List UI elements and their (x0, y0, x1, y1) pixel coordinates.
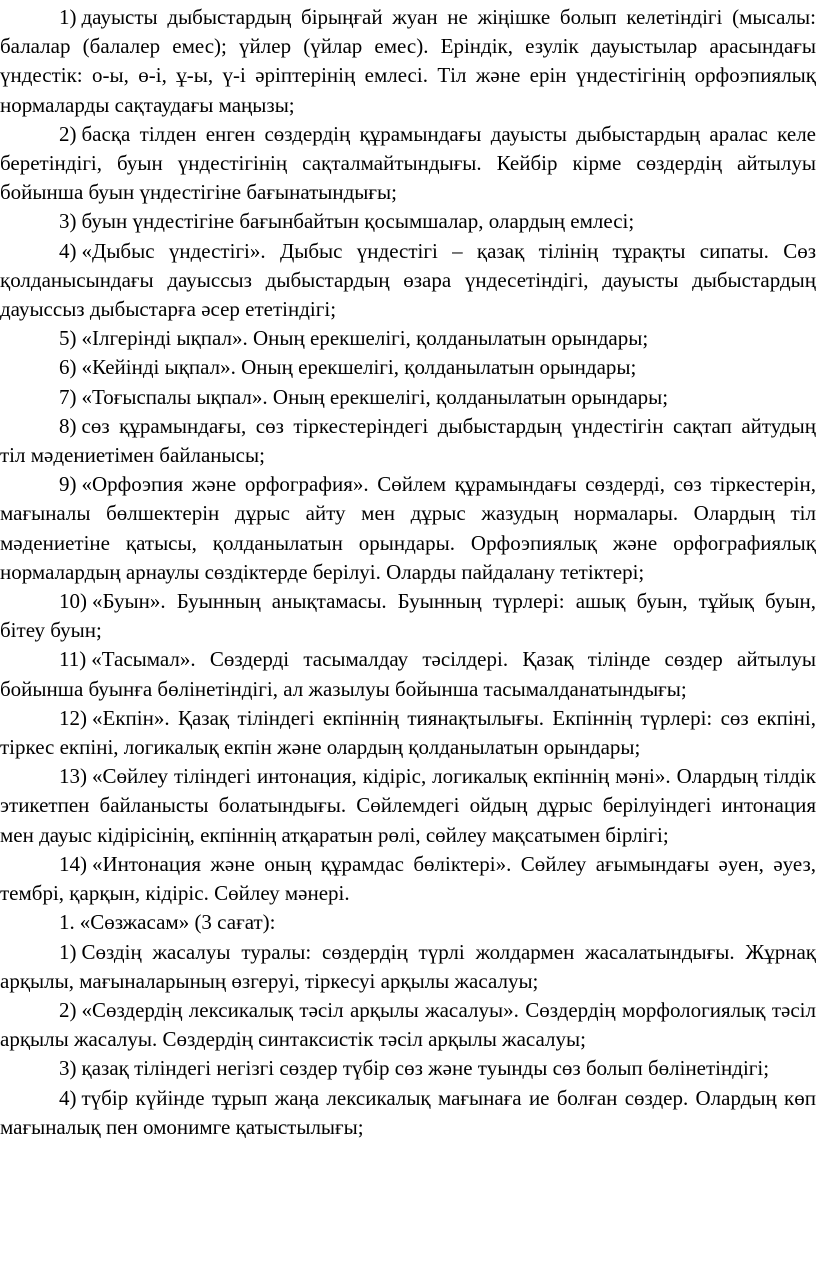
item-text: «Интонация және оның құрамдас бөліктері». Сөйлеу ағымындағы әуен, әуез, тембрі, қарқын, кідіріс. Сөйлеу мәнері. (0, 851, 816, 906)
item-number: 4) (59, 1085, 77, 1110)
list-item (0, 324, 816, 353)
item-text: «Екпін». Қазақ тіліндегі екпіннің тиянақтылығы. Екпіннің түрлері: сөз екпіні, тіркес екпіні, логикалық екпін және олардың қолданылатын орындары; (0, 705, 816, 760)
item-number: 10) (59, 589, 87, 614)
item-text: «Тоғыспалы ықпал». Оның ерекшелігі, қолданылатын орындары; (81, 384, 669, 409)
list-item (0, 996, 816, 1054)
item-text: қазақ тіліндегі негізгі сөздер түбір сөз және туынды сөз болып бөлінетіндігі; (81, 1056, 770, 1081)
item-text: «Кейінді ықпал». Оның ерекшелігі, қолданылатын орындары; (81, 355, 637, 380)
list-item (0, 383, 816, 412)
item-text: «Сөйлеу тіліндегі интонация, кідіріс, логикалық екпіннің мәні». Олардың тілдік этикетпен байланысты болатындығы. Сөйлемдегі ойдың дұрыс берілуіндегі интонация мен дауыс кідірісінің, екпіннің атқаратын рөлі, сөйлеу мақсатымен бірлігі; (0, 764, 816, 847)
item-number: 3) (59, 209, 77, 234)
item-number: 7) (59, 384, 77, 409)
list-item (0, 3, 816, 120)
item-text: «Сөздердің лексикалық тәсіл арқылы жасалуы». Сөздердің морфологиялық тәсіл арқылы жасалуы. Сөздердің синтаксистік тәсіл арқылы жасалуы; (0, 997, 816, 1052)
item-text: буын үндестігіне бағынбайтын қосымшалар, олардың емлесі; (81, 209, 635, 234)
item-number: 5) (59, 326, 77, 351)
item-number: 14) (59, 851, 87, 876)
item-number: 1) (59, 5, 77, 29)
list-item (0, 1084, 816, 1142)
item-number: 4) (59, 238, 77, 263)
list-item (0, 938, 816, 996)
list-item (0, 470, 816, 587)
item-number: 6) (59, 355, 77, 380)
item-text: «Орфоэпия және орфография». Сөйлем құрамындағы сөздерді, сөз тіркестерін, мағыналы бөлшектерін дұрыс айту мен дұрыс жазудың нормалары. Олардың тіл мәдениетіне қатысы, қолданылатын орындары. Орфоэпиялық және орфографиялық нормалардың арнаулы сөздіктерде берілуі. Оларды пайдалану тетіктері; (0, 472, 816, 584)
item-text: «Сөзжасам» (3 сағат): (79, 910, 276, 935)
item-text: сөз құрамындағы, сөз тіркестеріндегі дыбыстардың үндестігін сақтап айтудың тіл мәдениетімен байланысы; (0, 413, 816, 468)
item-text: түбір күйінде тұрып жаңа лексикалық мағынаға ие болған сөздер. Олардың көп мағыналық пен омонимге қатыстылығы; (0, 1085, 816, 1139)
list-item (0, 1054, 816, 1083)
item-number: 3) (59, 1056, 77, 1081)
item-number: 11) (59, 647, 87, 672)
item-text: басқа тілден енген сөздердің құрамындағы дауысты дыбыстардың аралас келе беретіндігі, буын үндестігінің сақталмайтындығы. Кейбір кірме сөздердің айтылуы бойынша буын үндестігіне бағынатындығы; (0, 121, 816, 205)
item-number: 9) (59, 472, 77, 497)
list-item (0, 587, 816, 645)
list-item (0, 412, 816, 470)
item-number: 1) (59, 939, 77, 964)
list-item (0, 120, 816, 208)
item-text: «Ілгерінді ықпал». Оның ерекшелігі, қолданылатын орындары; (81, 326, 649, 351)
list-item (0, 237, 816, 325)
list-item (0, 762, 816, 850)
list-item (0, 908, 816, 937)
list-item (0, 850, 816, 908)
item-text: «Буын». Буынның анықтамасы. Буынның түрлері: ашық буын, тұйық буын, бітеу буын; (0, 589, 816, 643)
item-number: 13) (59, 764, 87, 789)
item-number: 2) (59, 997, 77, 1022)
item-text: «Дыбыс үндестігі». Дыбыс үндестігі – қазақ тілінің тұрақты сипаты. Сөз қолданысындағы дауыссыз дыбыстардың өзара үндесетіндігі, дауысты дыбыстардың дауыссыз дыбыстарға әсер ететіндігі; (0, 238, 816, 322)
item-number: 2) (59, 121, 77, 146)
list-item (0, 645, 816, 703)
item-text: дауысты дыбыстардың бірыңғай жуан не жіңішке болып келетіндігі (мысалы: балалар (балалер емес); үйлер (үйлар емес). Еріндік, езулік дауыстылар арасындағы үндестік: о-ы, ө-і, ұ-ы, ү-і әріптерінің емлесі. Тіл және ерін үндестігінің орфоэпиялық нормаларды сақтаудағы маңызы; (0, 5, 816, 117)
list-item (0, 353, 816, 382)
item-number: 12) (59, 705, 87, 730)
item-text: Сөздің жасалуы туралы: сөздердің түрлі жолдармен жасалатындығы. Жұрнақ арқылы, мағыналарының өзгеруі, тіркесуі арқылы жасалуы; (0, 939, 816, 993)
item-number: 8) (59, 413, 77, 438)
list-item (0, 207, 816, 236)
item-number: 1. (59, 910, 75, 935)
list-item (0, 704, 816, 762)
item-text: «Тасымал». Сөздерді тасымалдау тәсілдері. Қазақ тілінде сөздер айтылуы бойынша буынға бөлінетіндігі, ал жазылуы бойынша тасымалданатындығы; (0, 647, 816, 701)
